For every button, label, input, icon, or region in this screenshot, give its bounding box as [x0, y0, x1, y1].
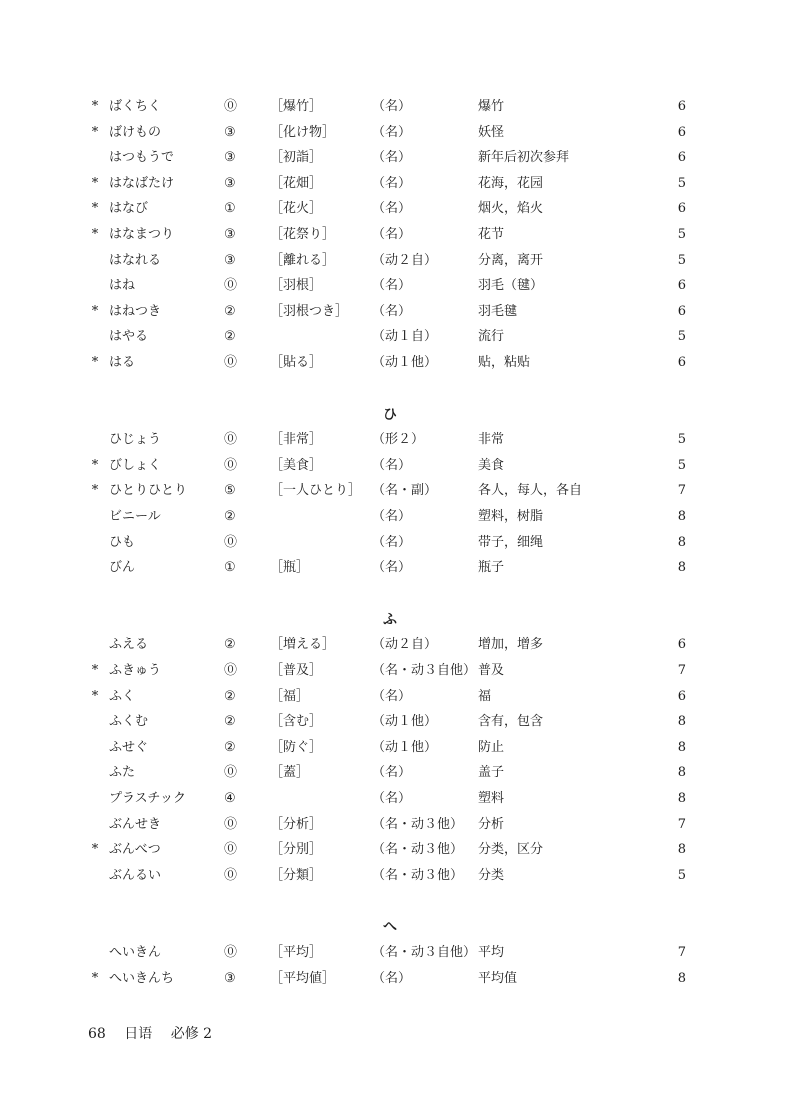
entry-part-of-speech: （名・动３自他） — [372, 663, 477, 678]
entry-part-of-speech: （名） — [372, 791, 412, 806]
entry-lesson-number: 7 — [677, 816, 686, 832]
entry-meaning: 美食 — [478, 457, 505, 473]
entry-part-of-speech: （名） — [372, 457, 412, 473]
vocab-entry-row — [0, 453, 800, 479]
entry-lesson-number: 6 — [677, 355, 686, 370]
entry-star-mark: * — [91, 355, 99, 370]
book-volume: 必修 2 — [170, 1026, 213, 1042]
entry-reading: ぶんるい — [109, 867, 162, 883]
vocab-entry-row — [0, 863, 800, 889]
entry-kanji: ［羽根つき］ — [270, 303, 349, 319]
entry-part-of-speech: （名・动３他） — [372, 842, 464, 858]
entry-part-of-speech: （名・副） — [372, 483, 438, 499]
entry-meaning: 福 — [478, 688, 492, 704]
entry-star-mark: * — [91, 227, 99, 242]
entry-lesson-number: 5 — [677, 329, 686, 345]
entry-lesson-number: 8 — [677, 842, 686, 858]
entry-star-mark: * — [91, 201, 99, 217]
vocab-entry-row — [0, 171, 800, 197]
entry-lesson-number: 5 — [677, 867, 686, 883]
entry-meaning: 羽毛毽 — [478, 303, 518, 319]
vocab-entry-row — [0, 222, 800, 248]
entry-accent: ③ — [224, 227, 236, 242]
entry-reading: びん — [109, 560, 136, 576]
entry-meaning: 瓶子 — [478, 560, 505, 576]
entry-reading: ばくちく — [109, 99, 162, 114]
entry-kanji: ［普及］ — [270, 663, 323, 678]
entry-reading: はね — [109, 278, 136, 294]
entry-meaning: 分类，区分 — [478, 842, 544, 858]
entry-lesson-number: 6 — [677, 201, 686, 217]
entry-lesson-number: 5 — [677, 227, 686, 242]
vocab-entry-row — [0, 658, 800, 684]
entry-kanji: ［貼る］ — [270, 355, 323, 370]
entry-accent: ⓪ — [224, 99, 238, 114]
entry-meaning: 妖怪 — [478, 124, 505, 140]
entry-kanji: ［瓶］ — [270, 560, 310, 576]
section-heading: へ — [383, 919, 397, 936]
entry-reading: はねつき — [109, 303, 162, 319]
entry-lesson-number: 6 — [677, 278, 686, 294]
entry-star-mark: * — [91, 175, 99, 191]
entry-reading: ふた — [109, 765, 136, 781]
entry-meaning: 花海，花园 — [478, 175, 544, 191]
entry-meaning: 分析 — [478, 816, 505, 832]
entry-star-mark: * — [91, 970, 99, 986]
entry-lesson-number: 8 — [677, 509, 686, 524]
entry-meaning: 含有，包含 — [478, 714, 544, 730]
vocab-entry-row — [0, 145, 800, 171]
entry-accent: ① — [224, 560, 236, 576]
entry-meaning: 增加，增多 — [478, 637, 544, 653]
entry-part-of-speech: （名） — [372, 534, 412, 550]
entry-kanji: ［平均値］ — [270, 970, 336, 986]
entry-kanji: ［含む］ — [270, 714, 323, 730]
entry-accent: ② — [224, 739, 236, 755]
entry-accent: ③ — [224, 970, 236, 986]
entry-part-of-speech: （动２自） — [372, 252, 438, 268]
entry-meaning: 防止 — [478, 739, 505, 755]
entry-part-of-speech: （动１他） — [372, 355, 438, 370]
entry-lesson-number: 6 — [677, 637, 686, 653]
entry-kanji: ［分析］ — [270, 816, 323, 832]
entry-kanji: ［初詣］ — [270, 150, 323, 166]
entry-lesson-number: 5 — [677, 175, 686, 191]
entry-accent: ⓪ — [224, 355, 238, 370]
vocab-entry-row — [0, 812, 800, 838]
entry-accent: ② — [224, 714, 236, 730]
vocab-entry-row — [0, 196, 800, 222]
entry-meaning: 分离，离开 — [478, 252, 544, 268]
vocab-entry-row — [0, 350, 800, 376]
entry-lesson-number: 5 — [677, 432, 686, 448]
entry-accent: ⓪ — [224, 816, 238, 832]
entry-kanji: ［非常］ — [270, 432, 323, 448]
vocab-entry-row — [0, 427, 800, 453]
entry-star-mark: * — [91, 842, 99, 858]
entry-lesson-number: 8 — [677, 765, 686, 781]
entry-reading: ひじょう — [109, 432, 162, 448]
entry-reading: ふきゅう — [109, 663, 162, 678]
entry-part-of-speech: （形２） — [372, 432, 425, 448]
entry-part-of-speech: （动２自） — [372, 637, 438, 653]
entry-star-mark: * — [91, 124, 99, 140]
entry-kanji: ［分類］ — [270, 867, 323, 883]
entry-lesson-number: 7 — [677, 663, 686, 678]
entry-lesson-number: 6 — [677, 303, 686, 319]
entry-part-of-speech: （名） — [372, 303, 412, 319]
entry-kanji: ［花祭り］ — [270, 227, 336, 242]
entry-kanji: ［爆竹］ — [270, 99, 323, 114]
entry-part-of-speech: （名・动３他） — [372, 816, 464, 832]
vocab-entry-row — [0, 940, 800, 966]
vocab-entry-row — [0, 120, 800, 146]
vocab-entry-row — [0, 709, 800, 735]
entry-reading: プラスチック — [109, 791, 186, 806]
entry-accent: ⓪ — [224, 457, 238, 473]
entry-meaning: 分类 — [478, 867, 505, 883]
vocab-entry-row — [0, 273, 800, 299]
entry-part-of-speech: （名） — [372, 970, 412, 986]
entry-star-mark: * — [91, 483, 99, 499]
entry-reading: はる — [109, 355, 136, 370]
entry-lesson-number: 6 — [677, 150, 686, 166]
vocab-entry-row — [0, 299, 800, 325]
page-footer — [88, 1021, 226, 1047]
entry-meaning: 花节 — [478, 227, 505, 242]
entry-reading: へいきんち — [109, 970, 175, 986]
entry-part-of-speech: （名） — [372, 175, 412, 191]
entry-part-of-speech: （名） — [372, 688, 412, 704]
entry-accent: ② — [224, 329, 236, 345]
entry-kanji: ［美食］ — [270, 457, 323, 473]
vocab-entry-row — [0, 324, 800, 350]
entry-part-of-speech: （名） — [372, 227, 412, 242]
entry-accent: ① — [224, 201, 236, 217]
entry-reading: ばけもの — [109, 124, 162, 140]
entry-kanji: ［花畑］ — [270, 175, 323, 191]
book-title: 日语 — [124, 1026, 153, 1042]
vocab-entry-row — [0, 966, 800, 992]
entry-accent: ③ — [224, 150, 236, 166]
vocab-entry-row — [0, 632, 800, 658]
entry-star-mark: * — [91, 663, 99, 678]
entry-accent: ⓪ — [224, 534, 238, 550]
entry-reading: はやる — [109, 329, 149, 345]
entry-meaning: 非常 — [478, 432, 505, 448]
entry-lesson-number: 5 — [677, 252, 686, 268]
entry-part-of-speech: （名） — [372, 124, 412, 140]
entry-star-mark: * — [91, 99, 99, 114]
entry-part-of-speech: （名） — [372, 278, 412, 294]
vocab-entry-row — [0, 735, 800, 761]
entry-meaning: 平均值 — [478, 970, 518, 986]
entry-kanji: ［福］ — [270, 688, 310, 704]
vocab-entry-row — [0, 555, 800, 581]
entry-kanji: ［平均］ — [270, 945, 323, 960]
vocab-entry-row — [0, 837, 800, 863]
entry-meaning: 贴，粘贴 — [478, 355, 531, 370]
entry-part-of-speech: （名） — [372, 150, 412, 166]
entry-part-of-speech: （名） — [372, 201, 412, 217]
entry-meaning: 盖子 — [478, 765, 505, 781]
entry-part-of-speech: （动１他） — [372, 739, 438, 755]
vocab-entry-row — [0, 684, 800, 710]
entry-meaning: 普及 — [478, 663, 505, 678]
entry-kanji: ［分別］ — [270, 842, 323, 858]
entry-star-mark: * — [91, 457, 99, 473]
entry-meaning: 各人，每人，各自 — [478, 483, 583, 499]
section-heading: ふ — [383, 611, 397, 628]
entry-reading: はなび — [109, 201, 149, 217]
entry-meaning: 塑料 — [478, 791, 505, 806]
entry-part-of-speech: （名） — [372, 99, 412, 114]
entry-kanji: ［化け物］ — [270, 124, 336, 140]
entry-lesson-number: 8 — [677, 534, 686, 550]
entry-star-mark: * — [91, 688, 99, 704]
entry-kanji: ［離れる］ — [270, 252, 336, 268]
entry-part-of-speech: （名） — [372, 560, 412, 576]
entry-accent: ⓪ — [224, 867, 238, 883]
vocab-entry-row — [0, 786, 800, 812]
entry-accent: ③ — [224, 124, 236, 140]
entry-kanji: ［花火］ — [270, 201, 323, 217]
entry-part-of-speech: （名） — [372, 509, 412, 524]
entry-accent: ⑤ — [224, 483, 236, 499]
page-number: 68 — [88, 1026, 106, 1042]
entry-reading: はつもうで — [109, 150, 175, 166]
entry-lesson-number: 8 — [677, 739, 686, 755]
vocab-entry-row — [0, 504, 800, 530]
vocab-entry-row — [0, 248, 800, 274]
entry-meaning: 带子，细绳 — [478, 534, 544, 550]
section-heading: ひ — [383, 406, 397, 423]
entry-meaning: 羽毛（毽） — [478, 278, 544, 294]
entry-part-of-speech: （动１自） — [372, 329, 438, 345]
entry-reading: ぶんせき — [109, 816, 162, 832]
entry-accent: ④ — [224, 791, 236, 806]
entry-accent: ⓪ — [224, 432, 238, 448]
entry-reading: ひとりひとり — [109, 483, 188, 499]
entry-part-of-speech: （动１他） — [372, 714, 438, 730]
entry-meaning: 爆竹 — [478, 99, 505, 114]
entry-reading: びしょく — [109, 457, 162, 473]
entry-accent: ② — [224, 637, 236, 653]
entry-kanji: ［増える］ — [270, 637, 336, 653]
entry-part-of-speech: （名・动３自他） — [372, 945, 477, 960]
entry-accent: ⓪ — [224, 278, 238, 294]
entry-reading: はなばたけ — [109, 175, 175, 191]
entry-lesson-number: 8 — [677, 714, 686, 730]
entry-part-of-speech: （名・动３他） — [372, 867, 464, 883]
entry-lesson-number: 6 — [677, 124, 686, 140]
entry-meaning: 烟火，焰火 — [478, 201, 544, 217]
vocab-entry-row — [0, 530, 800, 556]
entry-accent: ② — [224, 688, 236, 704]
entry-part-of-speech: （名） — [372, 765, 412, 781]
entry-accent: ⓪ — [224, 945, 238, 960]
entry-lesson-number: 8 — [677, 791, 686, 806]
entry-kanji: ［蓋］ — [270, 765, 310, 781]
entry-reading: ふせぐ — [109, 739, 149, 755]
entry-meaning: 塑料，树脂 — [478, 509, 544, 524]
entry-accent: ② — [224, 303, 236, 319]
entry-lesson-number: 6 — [677, 99, 686, 114]
vocab-entry-row — [0, 94, 800, 120]
entry-reading: ひも — [109, 534, 136, 550]
entry-lesson-number: 5 — [677, 457, 686, 473]
entry-reading: ぶんべつ — [109, 842, 161, 858]
entry-reading: ふくむ — [109, 714, 149, 730]
entry-accent: ② — [224, 509, 236, 524]
entry-reading: はなれる — [109, 252, 162, 268]
entry-kanji: ［羽根］ — [270, 278, 323, 294]
entry-accent: ③ — [224, 175, 236, 191]
entry-accent: ⓪ — [224, 663, 238, 678]
entry-meaning: 新年后初次参拜 — [478, 150, 570, 166]
entry-accent: ③ — [224, 252, 236, 268]
entry-accent: ⓪ — [224, 765, 238, 781]
entry-kanji: ［防ぐ］ — [270, 739, 323, 755]
entry-lesson-number: 7 — [677, 945, 686, 960]
vocab-entry-row — [0, 760, 800, 786]
vocab-entry-row — [0, 478, 800, 504]
entry-lesson-number: 7 — [677, 483, 686, 499]
entry-lesson-number: 6 — [677, 688, 686, 704]
entry-reading: はなまつり — [109, 227, 175, 242]
entry-reading: ふえる — [109, 637, 149, 653]
entry-reading: へいきん — [109, 945, 162, 960]
entry-reading: ビニール — [109, 509, 161, 524]
entry-meaning: 平均 — [478, 945, 505, 960]
entry-reading: ふく — [109, 688, 136, 704]
entry-star-mark: * — [91, 303, 99, 319]
entry-lesson-number: 8 — [677, 970, 686, 986]
entry-meaning: 流行 — [478, 329, 505, 345]
entry-kanji: ［一人ひとり］ — [270, 483, 362, 499]
entry-lesson-number: 8 — [677, 560, 686, 576]
entry-accent: ⓪ — [224, 842, 238, 858]
